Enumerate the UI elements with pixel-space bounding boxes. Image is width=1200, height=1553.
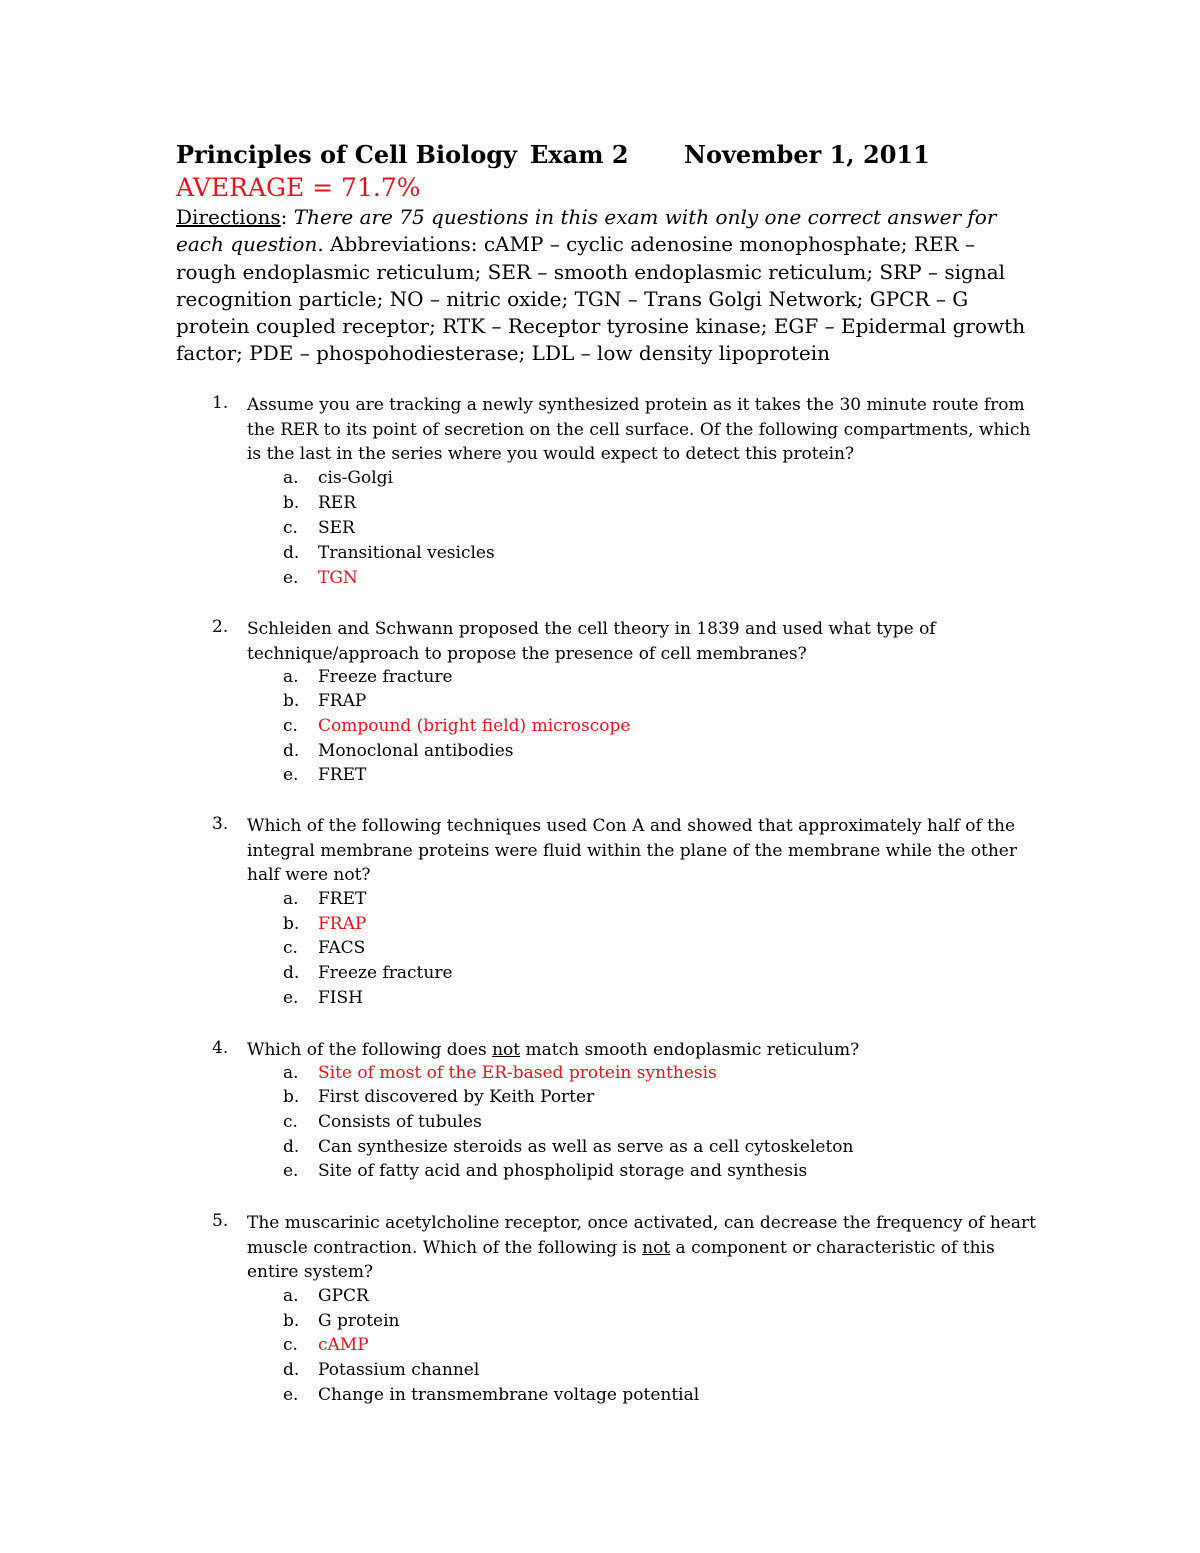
option-letter: c. — [283, 1335, 298, 1355]
option-text: RER — [318, 493, 357, 513]
option-text: Transitional vesicles — [318, 543, 495, 563]
option-letter: b. — [283, 691, 300, 711]
option-text: FRET — [318, 889, 367, 909]
option-text: Potassium channel — [318, 1360, 480, 1380]
option-text: Monoclonal antibodies — [318, 741, 514, 761]
question-text: Which of the following techniques used Con A and showed that approximately half of the integral membrane proteins were fluid within the plane of the membrane while the other half were not? — [247, 816, 1017, 886]
option-text: FRET — [318, 765, 367, 785]
option-letter: d. — [283, 1360, 300, 1380]
average-score: AVERAGE = 71.7% — [176, 173, 421, 202]
question-text-start: Which of the following does — [247, 1040, 493, 1060]
question-text — [247, 1038, 1037, 1063]
option-letter: c. — [283, 518, 298, 538]
option-letter: b. — [283, 1087, 300, 1107]
option-text: FACS — [318, 938, 366, 958]
option-letter: e. — [283, 765, 299, 785]
directions-paragraph — [176, 204, 1036, 368]
emphasis-not: not — [642, 1237, 671, 1258]
question-text-start: The muscarinic acetylcholine receptor, once activated, can decrease the frequency of heart muscle contraction. Which of the following is — [247, 1213, 1036, 1258]
emphasis-not: not — [492, 1040, 521, 1060]
question-number: 2. — [212, 617, 229, 637]
option-letter: c. — [283, 716, 298, 736]
option-letter: c. — [283, 938, 298, 958]
option-text: Consists of tubules — [318, 1112, 482, 1132]
option-letter: b. — [283, 914, 300, 934]
option-text: Freeze fracture — [318, 963, 453, 983]
option-letter: b. — [283, 493, 300, 513]
abbreviations-text: Abbreviations: cAMP – cyclic adenosine monophosphate; RER – rough endoplasmic reticulum; SER – smooth endoplasmic reticulum; SRP – signal recognition particle; NO – nitric oxide; TGN – Trans Golgi Network; GPCR – G protein coupled receptor; RTK – Receptor tyrosine kinase; EGF – Epidermal growth factor; PDE – phospohodiesterase; LDL – low density lipoprotein — [176, 232, 1026, 366]
exam-number: Exam 2 — [530, 140, 629, 169]
question-number: 4. — [212, 1038, 229, 1058]
correct-answer-text: Site of most of the ER-based protein synthesis — [318, 1063, 717, 1083]
correct-answer-text: TGN — [318, 568, 358, 588]
question-text — [247, 1211, 1037, 1285]
question-number: 5. — [212, 1211, 229, 1231]
option-text: First discovered by Keith Porter — [318, 1087, 595, 1107]
option-text: FISH — [318, 988, 363, 1008]
option-text: cis-Golgi — [318, 468, 393, 488]
question-text: Assume you are tracking a newly synthesized protein as it takes the 30 minute route from the RER to its point of secretion on the cell surface. Of the following compartments, which is the last in the series where you would expect to detect this protein? — [247, 395, 1031, 465]
question-number: 1. — [212, 393, 229, 413]
option-text: Can synthesize steroids as well as serve as a cell cytoskeleton — [318, 1137, 854, 1157]
option-letter: e. — [283, 1385, 299, 1405]
option-letter: d. — [283, 963, 300, 983]
option-letter: d. — [283, 741, 300, 761]
option-letter: e. — [283, 988, 299, 1008]
correct-answer-text: Compound (bright field) microscope — [318, 716, 631, 736]
option-letter: e. — [283, 1161, 299, 1181]
question-number: 3. — [212, 814, 229, 834]
option-letter: e. — [283, 568, 299, 588]
directions-label: Directions — [176, 205, 281, 229]
option-letter: a. — [283, 1286, 299, 1306]
option-text: GPCR — [318, 1286, 369, 1306]
option-letter: c. — [283, 1112, 298, 1132]
question-text: Schleiden and Schwann proposed the cell theory in 1839 and used what type of technique/approach to propose the presence of cell membranes? — [247, 619, 936, 664]
correct-answer-text: FRAP — [318, 914, 367, 934]
option-letter: a. — [283, 1063, 299, 1083]
exam-date: November 1, 2011 — [684, 140, 930, 169]
option-letter: a. — [283, 889, 299, 909]
option-letter: b. — [283, 1311, 300, 1331]
option-text: Change in transmembrane voltage potential — [318, 1385, 700, 1405]
directions-colon: : — [280, 205, 294, 229]
option-text: Site of fatty acid and phospholipid storage and synthesis — [318, 1161, 808, 1181]
question-text-end: a component or characteristic of this entire system? — [247, 1237, 995, 1283]
option-text: G protein — [318, 1311, 400, 1331]
option-letter: a. — [283, 667, 299, 687]
option-letter: d. — [283, 543, 300, 563]
option-letter: a. — [283, 468, 299, 488]
option-text: Freeze fracture — [318, 667, 453, 687]
option-letter: d. — [283, 1137, 300, 1157]
question-text-end: match smooth endoplasmic reticulum? — [520, 1040, 860, 1060]
option-text: SER — [318, 518, 355, 538]
option-text: FRAP — [318, 691, 367, 711]
course-title: Principles of Cell Biology — [176, 140, 517, 169]
directions-instructions: There are 75 questions in this exam with only one correct answer for each question. — [176, 205, 997, 257]
correct-answer-text: cAMP — [318, 1335, 369, 1355]
